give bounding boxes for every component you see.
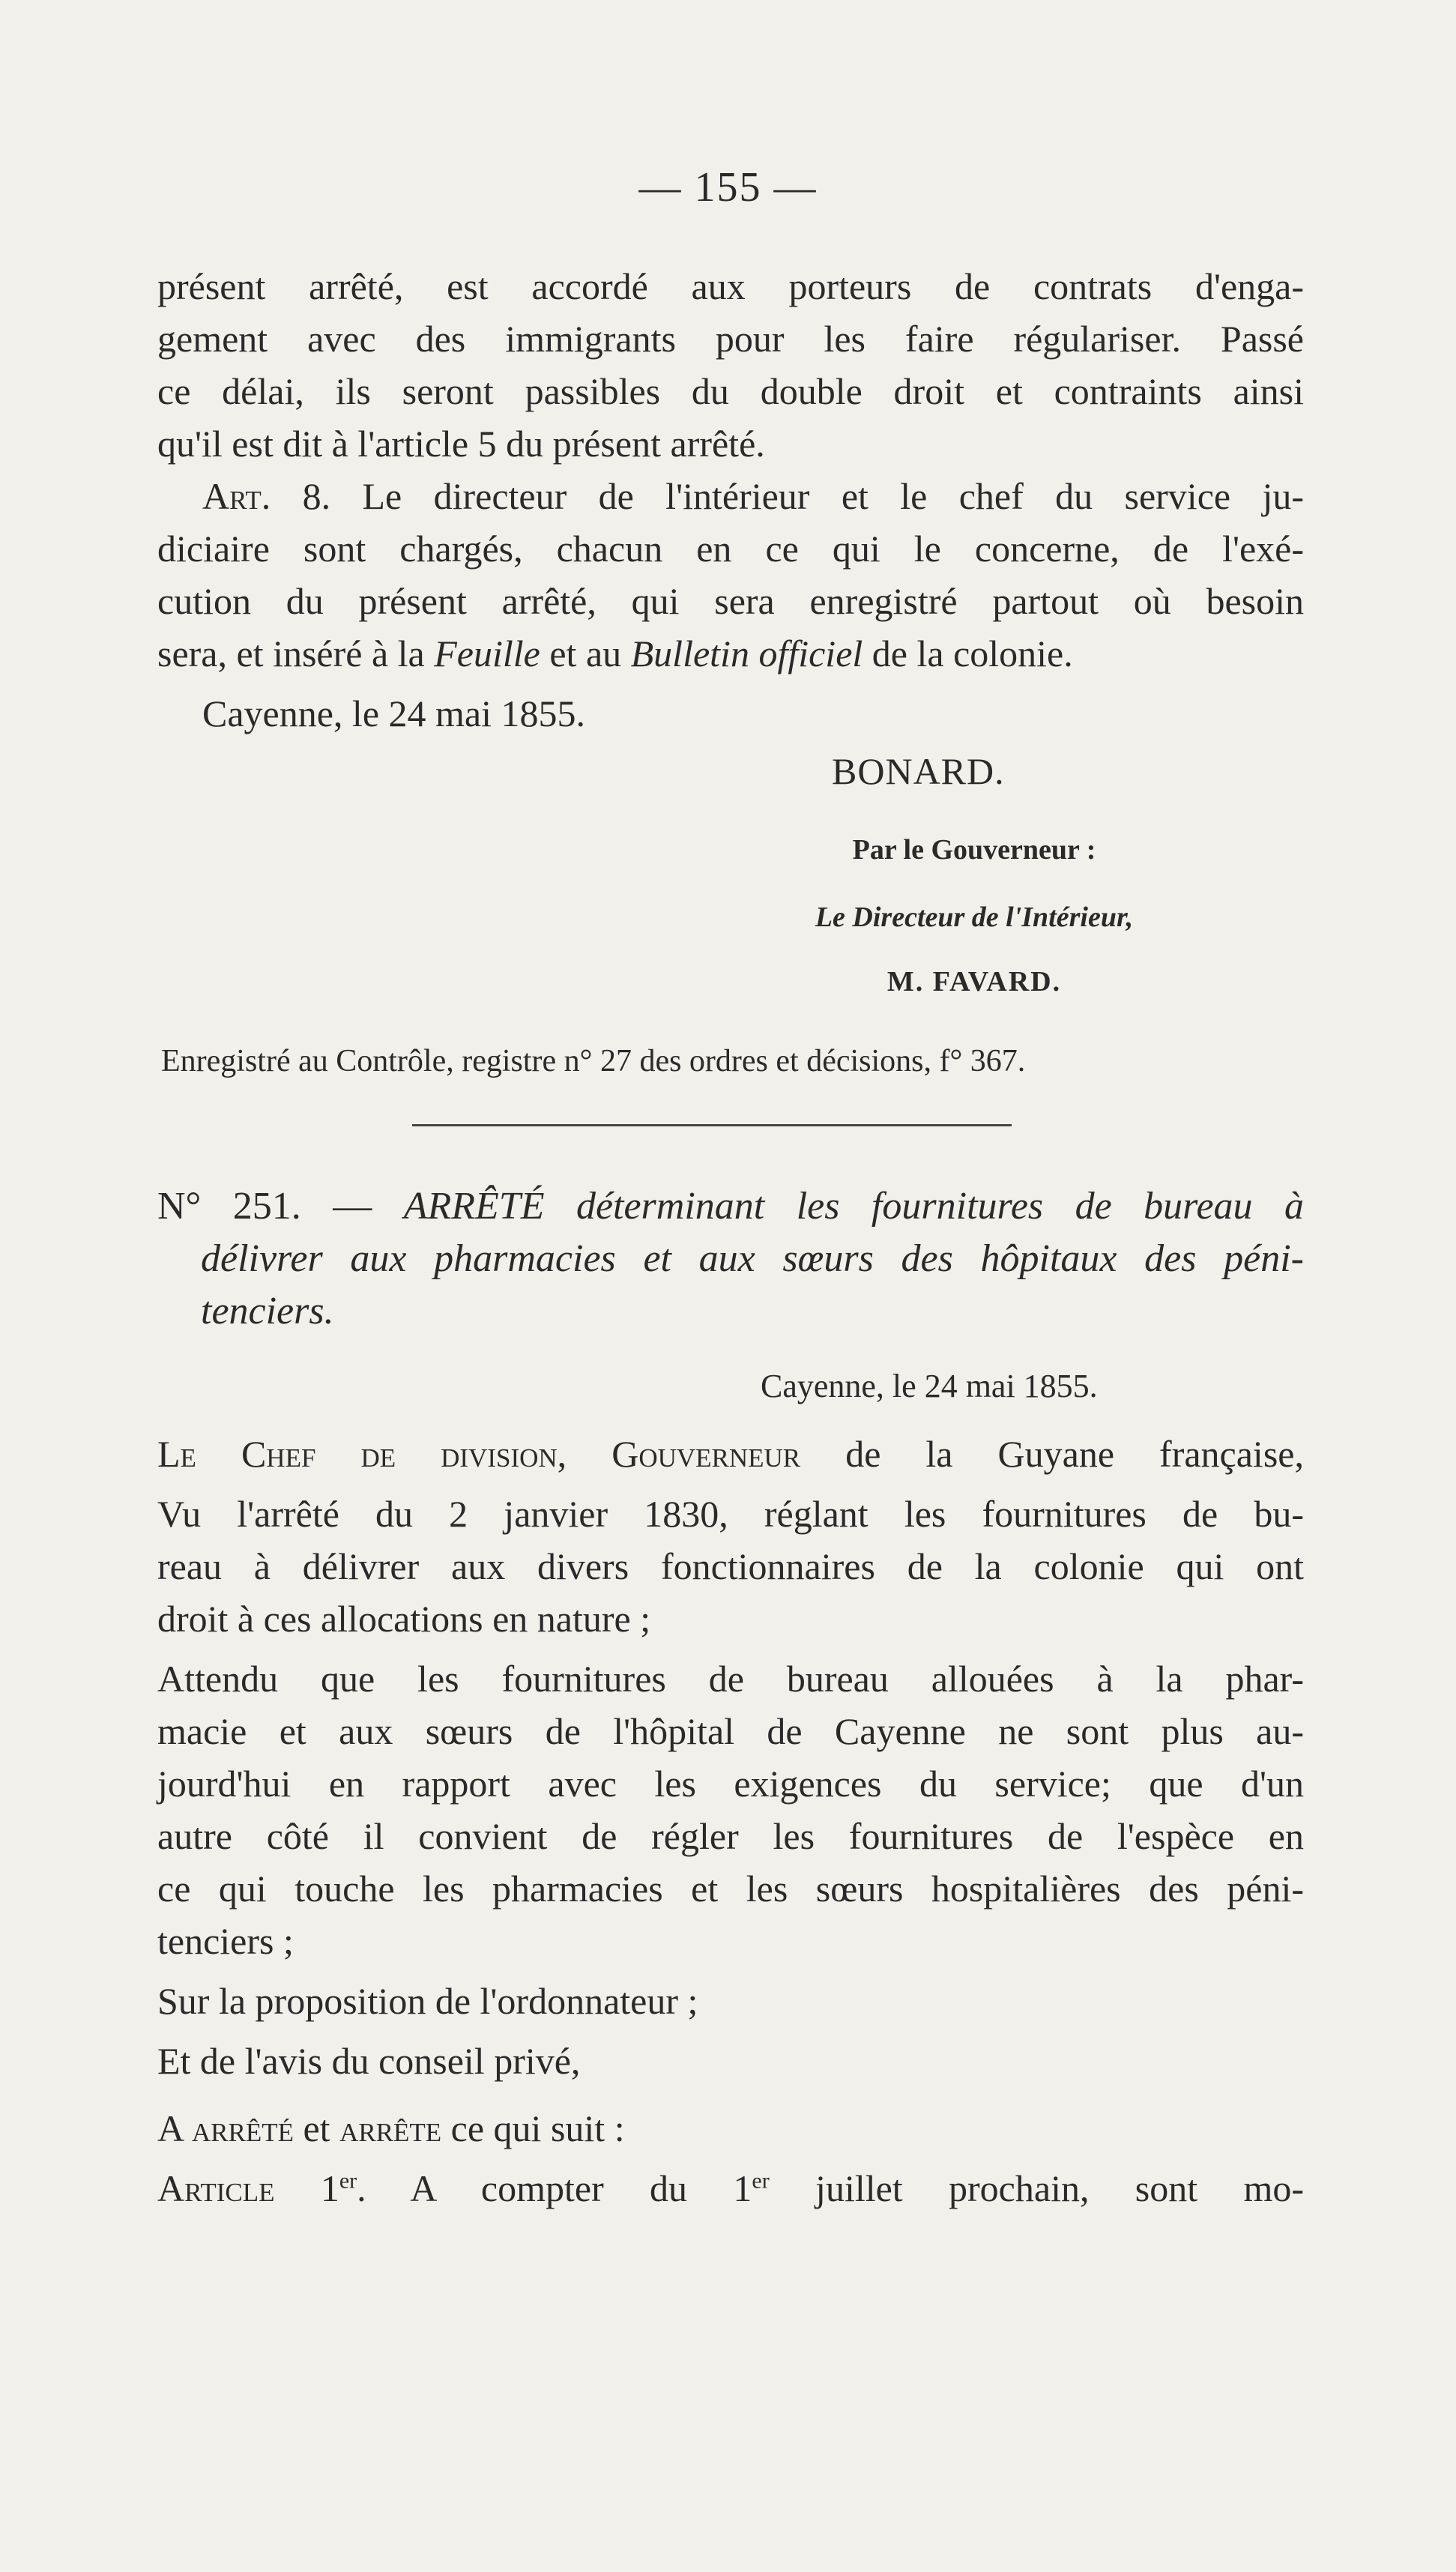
text-line: ce délai, ils seront passibles du double droit et contraints ainsi	[157, 370, 1304, 412]
decree-heading-line: N° 251. — ARRÊTÉ déterminant les fournitures de bureau à	[157, 1185, 1304, 1228]
text-line: Sur la proposition de l'ordonnateur ;	[157, 1980, 698, 2022]
decree-date: Cayenne, le 24 mai 1855.	[761, 1368, 1098, 1404]
text-line: cution du présent arrêté, qui sera enregistré partout où besoin	[157, 580, 1304, 622]
article-text: 8. Le directeur de l'intérieur et le chef du service ju-	[302, 475, 1305, 517]
text-line: jourd'hui en rapport avec les exigences du service; que d'un	[157, 1763, 1304, 1805]
text-line: diciaire sont chargés, chacun en ce qui le concerne, de l'exé-	[157, 528, 1304, 570]
text-line: sera, et inséré à la Feuille et au Bulletin officiel de la colonie.	[157, 633, 1073, 674]
text-line: qu'il est dit à l'article 5 du présent arrêté.	[157, 423, 765, 465]
text-line: gement avec des immigrants pour les faire régulariser. Passé	[157, 318, 1304, 360]
text-line: Et de l'avis du conseil privé,	[157, 2040, 581, 2082]
text-line: Attendu que les fournitures de bureau allouées à la phar-	[157, 1658, 1304, 1700]
article-8-line	[202, 474, 1304, 519]
arrete-line: A arrêté et arrête ce qui suit :	[157, 2107, 625, 2149]
text-line: ce qui touche les pharmacies et les sœurs hospitalières des péni-	[157, 1868, 1304, 1910]
signature-favard: M. FAVARD.	[886, 966, 1062, 997]
article-label: Art.	[202, 475, 271, 517]
page-number: — 155 —	[638, 164, 818, 211]
separator-rule	[412, 1124, 1012, 1126]
par-le-gouverneur: Par le Gouverneur :	[852, 834, 1096, 866]
enregistrement-note: Enregistré au Contrôle, registre n° 27 des ordres et décisions, f° 367.	[161, 1044, 1026, 1078]
text-line: droit à ces allocations en nature ;	[157, 1598, 651, 1640]
text-line: tenciers ;	[157, 1920, 294, 1962]
article-1-line: Article 1er. A compter du 1er juillet prochain, sont mo-	[157, 2167, 1305, 2209]
directeur-title: Le Directeur de l'Intérieur,	[815, 902, 1134, 933]
place-date: Cayenne, le 24 mai 1855.	[202, 692, 585, 734]
decree-heading-line: délivrer aux pharmacies et aux sœurs des hôpitaux des péni-	[201, 1237, 1304, 1280]
preamble-line: Le Chef de division, Gouverneur de la Guyane française,	[157, 1433, 1304, 1475]
text-line: reau à délivrer aux divers fonctionnaires de la colonie qui ont	[157, 1545, 1304, 1587]
text-line: autre côté il convient de régler les fournitures de l'espèce en	[157, 1815, 1304, 1857]
text-line: Vu l'arrêté du 2 janvier 1830, réglant les fournitures de bu-	[157, 1493, 1304, 1535]
decree-heading-line: tenciers.	[201, 1290, 334, 1332]
text-line: macie et aux sœurs de l'hôpital de Cayenne ne sont plus au-	[157, 1710, 1304, 1752]
text-line: présent arrêté, est accordé aux porteurs de contrats d'enga-	[157, 265, 1304, 307]
signature-bonard: BONARD.	[832, 750, 1005, 792]
